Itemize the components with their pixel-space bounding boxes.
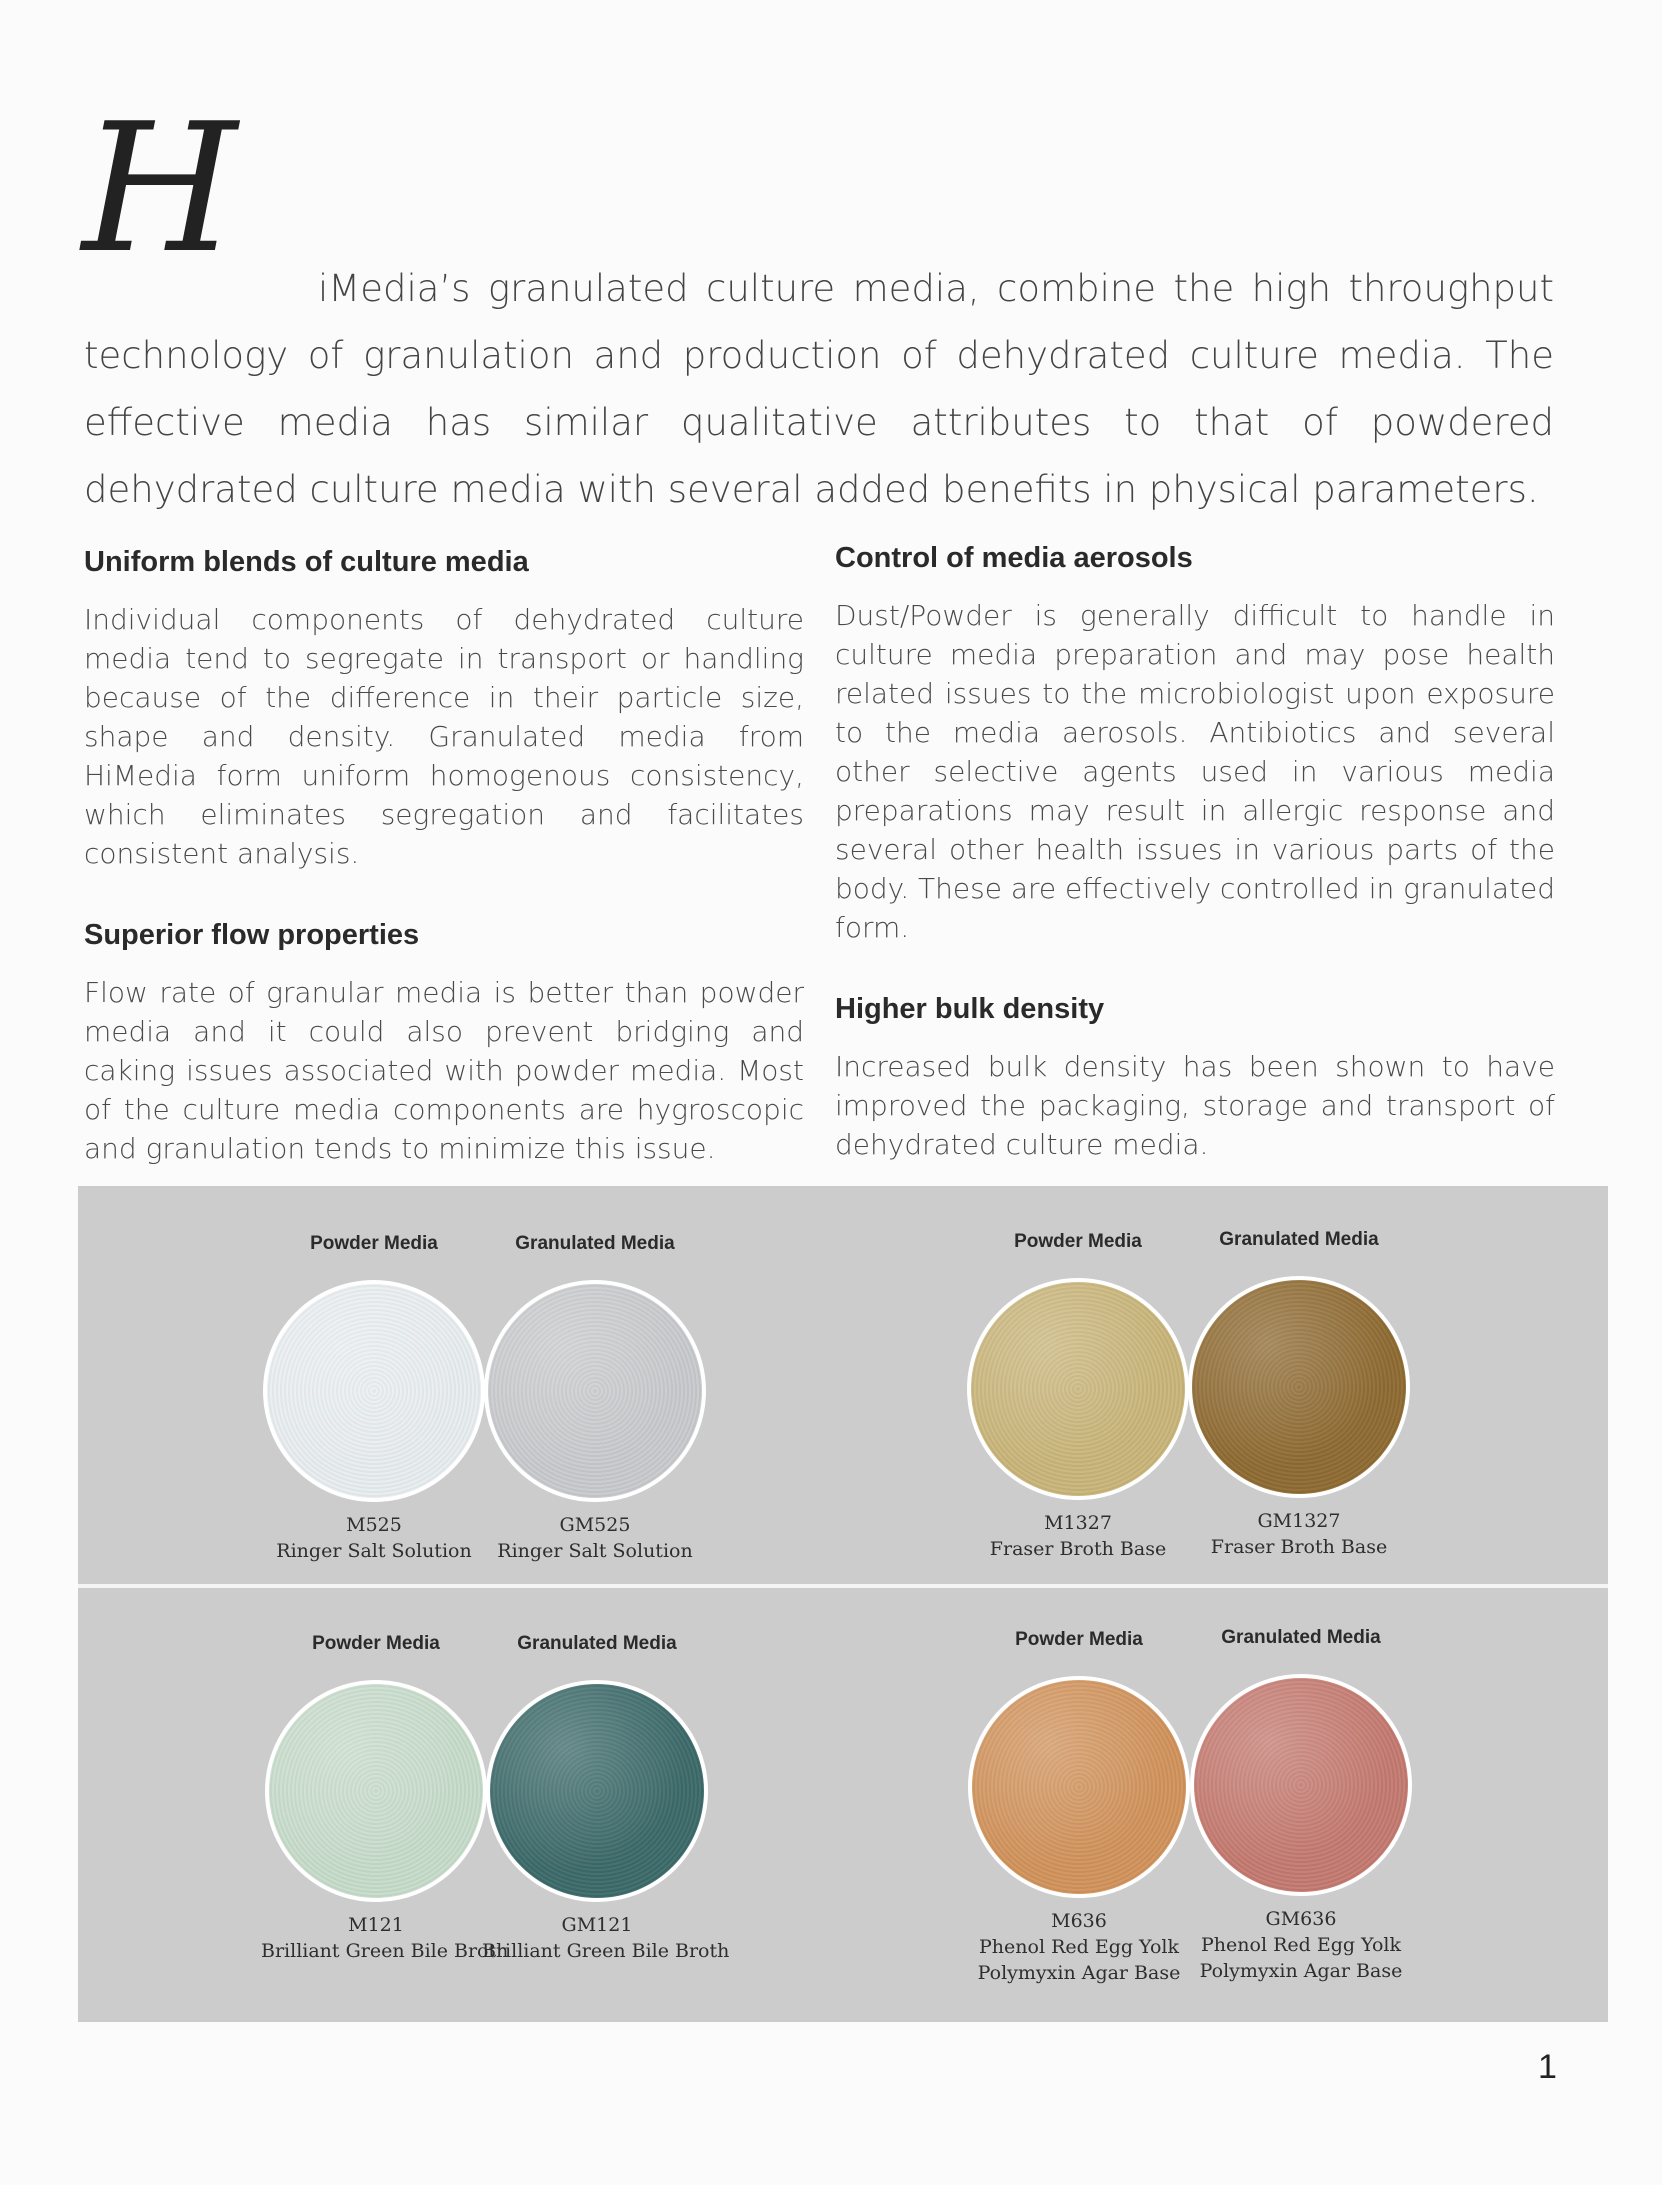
sample-card bbox=[482, 1632, 730, 1964]
intro-text: iMedia’s granulated culture media, combine the high throughput technology of granulation and production of dehydrated culture media. The effective media has similar qualitative attributes to that of powdered dehydrated culture media with several added benefits in physical parameters. bbox=[84, 267, 1554, 511]
sample-card bbox=[963, 1230, 1193, 1562]
right-column bbox=[835, 536, 1555, 1164]
section-heading: Higher bulk density bbox=[835, 993, 1105, 1025]
sample-code: M1327 bbox=[1044, 1512, 1112, 1534]
sample-swatch bbox=[263, 1280, 485, 1502]
sample-type-label: Granulated Media bbox=[515, 1233, 675, 1254]
sample-type-label: Powder Media bbox=[312, 1633, 440, 1654]
section-aerosols bbox=[835, 536, 1555, 947]
sample-card bbox=[964, 1628, 1194, 1986]
sample-code: GM636 bbox=[1265, 1908, 1337, 1930]
sample-name: Brilliant Green Bile Broth bbox=[261, 1940, 509, 1962]
sample-name: Fraser Broth Base bbox=[1210, 1536, 1388, 1558]
section-body: Flow rate of granular media is better than powder media and it could also prevent bridging and caking issues associated with powder media. Most of the culture media components are hygroscopic and granulation tends to minimize this issue. bbox=[84, 976, 804, 1165]
sample-code: M121 bbox=[348, 1914, 404, 1936]
sample-swatch bbox=[968, 1676, 1190, 1898]
sample-card bbox=[480, 1232, 710, 1564]
sample-swatch bbox=[1188, 1276, 1410, 1498]
sample-type-label: Granulated Media bbox=[1219, 1229, 1379, 1250]
sample-card bbox=[1184, 1228, 1414, 1560]
sample-type-label: Granulated Media bbox=[1221, 1627, 1381, 1648]
section-heading: Uniform blends of culture media bbox=[84, 546, 529, 578]
sample-type-label: Granulated Media bbox=[517, 1633, 677, 1654]
sample-code: GM1327 bbox=[1257, 1510, 1341, 1532]
sample-code: M636 bbox=[1051, 1910, 1107, 1932]
sample-name: Brilliant Green Bile Broth bbox=[482, 1940, 730, 1962]
sample-code: GM525 bbox=[559, 1514, 631, 1536]
sample-swatch bbox=[1190, 1674, 1412, 1896]
sample-name-line2: Polymyxin Agar Base bbox=[977, 1962, 1181, 1984]
sample-swatch bbox=[967, 1278, 1189, 1500]
section-bulk-density bbox=[835, 987, 1555, 1164]
section-body: Dust/Powder is generally difficult to handle in culture media preparation and may pose health related issues to the microbiologist upon exposure to the media aerosols. Antibiotics and several other selective agents used in various media preparations may result in allergic response and several other health issues in various parts of the body. These are effectively controlled in granulated form. bbox=[835, 599, 1556, 944]
left-column bbox=[84, 540, 804, 1168]
sample-swatch bbox=[486, 1680, 708, 1902]
sample-name: Phenol Red Egg Yolk bbox=[979, 1936, 1179, 1958]
sample-card bbox=[1186, 1626, 1416, 1984]
panel-divider bbox=[78, 1584, 1608, 1588]
sample-card bbox=[259, 1232, 489, 1564]
sample-swatch bbox=[265, 1680, 487, 1902]
sample-type-label: Powder Media bbox=[310, 1233, 438, 1254]
section-uniform-blends bbox=[84, 540, 804, 873]
sample-name: Phenol Red Egg Yolk bbox=[1201, 1934, 1401, 1956]
section-body: Individual components of dehydrated culture media tend to segregate in transport or handling because of the difference in their particle size, shape and density. Granulated media from HiMedia form uniform homogenous consistency, which eliminates segregation and facilitates consistent analysis. bbox=[84, 603, 804, 870]
sample-name: Fraser Broth Base bbox=[989, 1538, 1167, 1560]
sample-card bbox=[261, 1632, 509, 1964]
page-number: 1 bbox=[1538, 2048, 1557, 2086]
sample-name: Ringer Salt Solution bbox=[497, 1540, 693, 1562]
sample-type-label: Powder Media bbox=[1014, 1231, 1142, 1252]
media-comparison-panel bbox=[78, 1186, 1608, 2022]
section-body: Increased bulk density has been shown to have improved the packaging, storage and transport of dehydrated culture media. bbox=[835, 1050, 1555, 1161]
sample-name: Ringer Salt Solution bbox=[276, 1540, 472, 1562]
intro-paragraph bbox=[84, 255, 1554, 523]
sample-type-label: Powder Media bbox=[1015, 1629, 1143, 1650]
section-heading: Superior flow properties bbox=[84, 919, 420, 951]
drop-cap: H bbox=[82, 85, 218, 292]
section-heading: Control of media aerosols bbox=[835, 542, 1193, 574]
section-flow-properties bbox=[84, 913, 804, 1168]
sample-swatch bbox=[484, 1280, 706, 1502]
sample-code: GM121 bbox=[561, 1914, 633, 1936]
sample-code: M525 bbox=[346, 1514, 402, 1536]
sample-name-line2: Polymyxin Agar Base bbox=[1199, 1960, 1403, 1982]
